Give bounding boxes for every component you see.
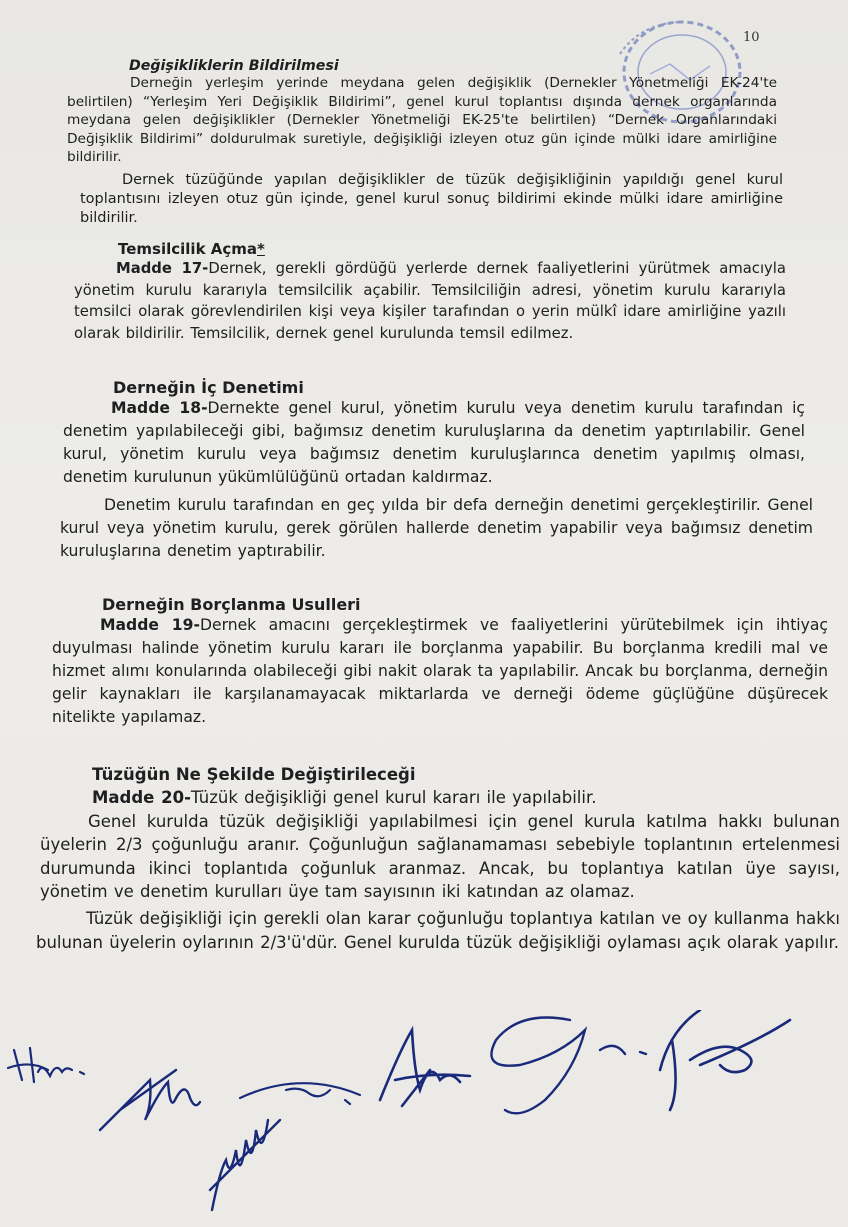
section-borrowing [0, 595, 848, 729]
section-representation [0, 240, 848, 344]
page-number: 10 [743, 30, 760, 45]
section-paragraph: Denetim kurulu tarafından en geç yılda bir defa derneğin denetimi gerçekleştirilir. Genel kurul veya yönetim kurulu, gerek görülen hallerde denetim yapabilir veya bağımsız denetim kuruluşlarına denetim yaptırabilir. [60, 496, 813, 560]
article-number: Madde 18- [111, 399, 208, 417]
signature-1-icon [8, 1048, 84, 1082]
section-internal-audit [0, 378, 848, 563]
section-paragraph [74, 258, 786, 344]
section-paragraph: Tüzük değişikliği için gerekli olan karar çoğunluğu toplantıya katılan ve oy kullanma hakkı bulunan üyelerin oylarının 2/3'ü'dür. Genel kurulda tüzük değişikliği oylaması açık olarak yapılır. [36, 909, 840, 953]
signature-6-icon [491, 1018, 646, 1114]
signature-3-icon [210, 1120, 280, 1210]
section-title-text: Temsilcilik Açma [118, 240, 258, 258]
section-title: Derneğin İç Denetimi [113, 378, 304, 397]
signature-7-icon [660, 1010, 790, 1110]
signature-4-icon [240, 1083, 360, 1104]
article-text: Dernek, gerekli gördüğü yerlerde dernek faaliyetlerini yürütmek amacıyla yönetim kurulu kararıyla temsilcilik açabilir. Temsilciliğin adresi, yönetim kurulu kararıyla temsilci olarak görevlendirilen kişi veya kişiler tarafından o yerin mülkî idare amirliğine yazılı olarak bildirilir. Temsilcilik, dernek genel kurulunda temsil edilmez. [74, 260, 786, 342]
article-text: Dernekte genel kurul, yönetim kurulu veya denetim kurulu tarafından iç denetim yapılabileceği gibi, bağımsız denetim kuruluşlarına da denetim yaptırılabilir. Genel kurul, yönetim kurulu veya bağımsız denetim kuruluşlarınca denetim yapılmış olması, denetim kurulunun yükümlülüğünü ortadan kaldırmaz. [63, 399, 805, 486]
section-paragraph: Derneğin yerleşim yerinde meydana gelen değişiklik (Dernekler Yönetmeliği EK-24'te belirtilen) “Yerleşim Yeri Değişiklik Bildirimi”, genel kurul toplantısı dışında dernek organlarında meydana gelen değişiklikler (Dernekler Yönetmeliği EK-25'te belirtilen) “Dernek Organlarındaki Değişiklik Bildirimi” doldurulmak suretiyle, değişikliği izleyen otuz gün içinde mülki idare amirliğine bildirilir. [67, 75, 777, 165]
article-number: Madde 19- [100, 616, 200, 634]
article-text: Tüzük değişikliği genel kurul kararı ile yapılabilir. [190, 788, 597, 807]
section-title: Tüzüğün Ne Şekilde Değiştirileceği [92, 765, 416, 784]
article-text: Dernek amacını gerçekleştirmek ve faaliyetlerini yürütebilmek için ihtiyaç duyulması halinde yönetim kurulu kararı ile borçlanma yapabilir. Bu borçlanma kredili mal ve hizmet alımı konularında olabileceği gibi nakit olarak ta yapılabilir. Ancak bu borçlanma, derneğin gelir kaynakları ile karşılanamayacak miktarlarda ve derneği ödeme güçlüğüne düşürecek nitelikte yapılamaz. [52, 616, 828, 726]
section-title: Derneğin Borçlanma Usulleri [102, 595, 361, 614]
section-paragraph: Genel kurulda tüzük değişikliği yapılabilmesi için genel kurula katılma hakkı bulunan üyelerin 2/3 çoğunluğu aranır. Çoğunluğun sağlanamaması sebebiyle toplantının ertelenmesi durumunda ikinci toplantıda çoğunluk aranmaz. Ancak, bu toplantıya katılan üye sayısı, yönetim ve denetim kurulları üye tam sayısının iki katından az olamaz. [40, 812, 840, 901]
article-number: Madde 17- [116, 260, 209, 277]
section-paragraph: Dernek tüzüğünde yapılan değişiklikler de tüzük değişikliğinin yapıldığı genel kurul toplantısını izleyen otuz gün içinde, genel kurul sonuç bildirimi ekinde mülki idare amirliğine bildirilir. [80, 171, 783, 226]
section-paragraph [63, 397, 805, 489]
signatures-area [0, 1010, 848, 1227]
section-paragraph [52, 614, 828, 729]
title-asterisk: * [257, 240, 265, 258]
article-number: Madde 20- [92, 788, 191, 807]
section-statute-amendment [0, 765, 848, 955]
signature-5-icon [380, 1030, 470, 1106]
signature-2-icon [100, 1070, 200, 1130]
section-title [118, 240, 848, 258]
section-paragraph [92, 786, 832, 810]
section-title: Değişikliklerin Bildirilmesi [129, 58, 339, 74]
section-changes-notification [0, 58, 848, 228]
